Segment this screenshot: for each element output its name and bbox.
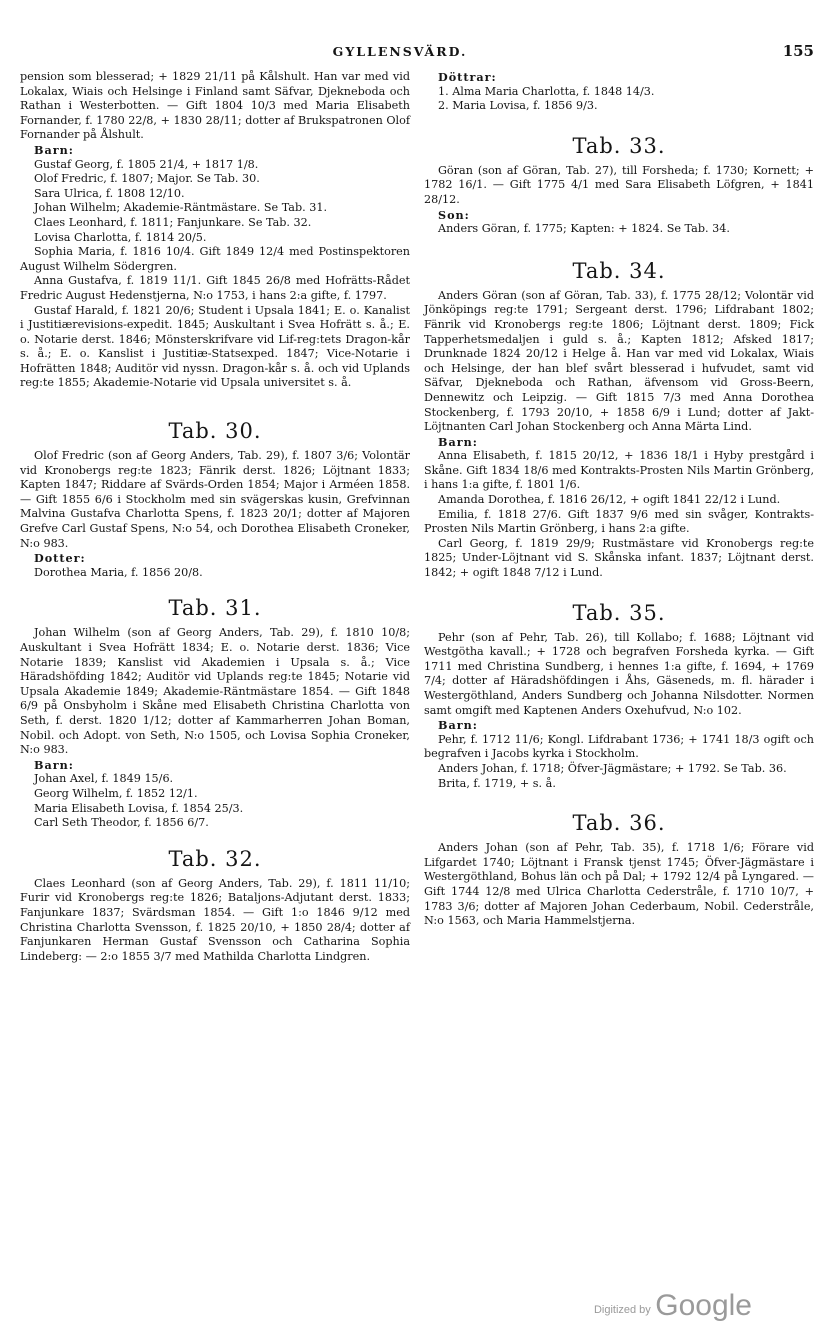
list-item: Georg Wilhelm, f. 1852 12/1. bbox=[34, 786, 198, 800]
section-heading-tab-34: Tab. 34. bbox=[572, 258, 666, 283]
children-label: Barn: bbox=[438, 718, 478, 733]
list-item: Carl Georg, f. 1819 29/9; Rustmästare vid Kronobergs reg:te 1825; Under-Löjtnant vid S. Skånska infant. 1837; Löjtnant derst. 1842; + ogift 1848 7/12 i Lund. bbox=[424, 536, 814, 580]
list-item: Anna Elisabeth, f. 1815 20/12, + 1836 18/1 i Hyby prestgård i Skåne. Gift 1834 18/6 med Kontrakts-Prosten Nils Martin Grönberg, i hans 1:a gifte, f. 1801 1/6. bbox=[424, 449, 814, 492]
list-item: Emilia, f. 1818 27/6. Gift 1837 9/6 med sin svåger, Kontrakts-Prosten Nils Martin Grönberg, i hans 2:a gifte. bbox=[424, 507, 814, 536]
google-logo: Google bbox=[655, 1289, 752, 1322]
section-heading-tab-32: Tab. 32. bbox=[168, 846, 262, 871]
list-item: Gustaf Harald, f. 1821 20/6; Student i Upsala 1841; E. o. Kanalist i Justitiærevisions-expedit. 1845; Auskultant i Svea Hofrätt s. å.; E. o. Notarie derst. 1846; Mönsterskrifvare vid Lif-reg:tets Dragon-kår s. å.; E. o. Kanslist i Justitiæ-Statsexped. 1847; Vice-Notarie i Hofrätten 1848; Auditör vid nyssn. Dragon-kår s. å. och vid Uplands reg:te 1855; Akademie-Notarie vid Upsala universitet s. å. bbox=[20, 303, 410, 390]
children-label: Son: bbox=[438, 207, 470, 222]
list-item: Sophia Maria, f. 1816 10/4. Gift 1849 12/4 med Postinspektoren August Wilhelm Södergren. bbox=[20, 245, 410, 273]
list-item: Amanda Dorothea, f. 1816 26/12, + ogift 1841 22/12 i Lund. bbox=[438, 493, 781, 507]
section-text: Anders Göran (son af Göran, Tab. 33), f. 1775 28/12; Volontär vid Jönköpings reg:te 1791; Sergeant derst. 1796; Lifdrabant 1802; Fänrik vid Kronobergs reg:te 1806; Löjtnant derst. 1809; Fick Tapperhetsmedaljen i guld s. å.; Kapten 1812; Afsked 1817; Drunknade 1824 20/12 i Helge å. Han var med vid Lokalax, Wiais och Helsinge, der han blef svårt blesserad i hufvudet, samt vid Säfvar, Djekneboda och Rathan, äfvensom vid Gross-Beern, Dennewitz och Leipzig. — Gift 1815 7/3 med Anna Dorothea Stockenberg, f. 1793 20/10, + 1858 6/9 i Lund; dotter af Jakt-Löjtnanten Carl Johan Stockenberg och Anna Märta Lind. bbox=[424, 288, 814, 434]
section-heading-tab-36: Tab. 36. bbox=[572, 811, 666, 836]
watermark-small-text: Digitized by bbox=[593, 1304, 651, 1316]
section-heading-tab-33: Tab. 33. bbox=[572, 133, 666, 158]
list-item: Claes Leonhard, f. 1811; Fanjunkare. Se Tab. 32. bbox=[34, 215, 312, 229]
list-item: 1. Alma Maria Charlotta, f. 1848 14/3. bbox=[438, 84, 655, 98]
section-text: Pehr (son af Pehr, Tab. 26), till Kollabo; f. 1688; Löjtnant vid Westgötha kavall.; + 1728 och begrafven Forsheda kyrka. — Gift 1711 med Christina Sundberg, i hennes 1:a gifte, f. 1694, + 1769 7/4; dotter af Häradshöfdingen i Åhs, Gäseneds, m. fl. härader i Westergöthland, Anders Sundberg och Johanna Nilsdotter. Normen samt omgift med Kaptenen Anders Oxehufvud, N:o 102. bbox=[424, 630, 814, 717]
children-label: Barn: bbox=[438, 434, 478, 449]
list-item: Lovisa Charlotta, f. 1814 20/5. bbox=[34, 230, 207, 244]
running-title: GYLLENSVÄRD. bbox=[332, 44, 468, 59]
section-heading-tab-31: Tab. 31. bbox=[168, 596, 262, 621]
list-item: Anders Göran, f. 1775; Kapten: + 1824. Se Tab. 34. bbox=[438, 222, 730, 236]
children-label: Döttrar: bbox=[438, 70, 497, 84]
list-item: Anna Gustafva, f. 1819 11/1. Gift 1845 26/8 med Hofrätts-Rådet Fredric August Hedenstjerna, N:o 1753, i hans 2:a gifte, f. 1797. bbox=[20, 274, 410, 302]
digitized-watermark bbox=[594, 1289, 752, 1323]
list-item: 2. Maria Lovisa, f. 1856 9/3. bbox=[438, 99, 598, 113]
list-item: Gustaf Georg, f. 1805 21/4, + 1817 1/8. bbox=[34, 157, 259, 171]
list-item: Pehr, f. 1712 11/6; Kongl. Lifdrabant 1736; + 1741 18/3 ogift och begrafven i Jacobs kyrka i Stockholm. bbox=[424, 732, 814, 761]
page-number: 155 bbox=[782, 42, 814, 60]
list-item: Johan Wilhelm; Akademie-Räntmästare. Se Tab. 31. bbox=[34, 201, 328, 215]
list-item: Olof Fredric, f. 1807; Major. Se Tab. 30. bbox=[34, 172, 260, 186]
children-label: Barn: bbox=[34, 757, 74, 772]
section-text: Olof Fredric (son af Georg Anders, Tab. 29), f. 1807 3/6; Volontär vid Kronobergs reg:te 1823; Fänrik derst. 1826; Löjtnant 1833; Kapten 1847; Riddare af Svärds-Orden 1854; Major i Arméen 1858. — Gift 1855 6/6 i Stockholm med sin svägerskas kusin, Grefvinnan Malvina Gustafva Charlotta Spens, f. 1823 20/1; dotter af Majoren Grefve Carl Gustaf Spens, N:o 54, och Dorothea Elisabeth Croneker, N:o 983. bbox=[20, 449, 410, 550]
list-item: Anders Johan, f. 1718; Öfver-Jägmästare; + 1792. Se Tab. 36. bbox=[438, 761, 787, 775]
right-column bbox=[424, 70, 814, 929]
section-heading-tab-35: Tab. 35. bbox=[572, 600, 666, 625]
list-item: Dorothea Maria, f. 1856 20/8. bbox=[34, 565, 203, 579]
section-text: Claes Leonhard (son af Georg Anders, Tab. 29), f. 1811 11/10; Furir vid Kronobergs reg:te 1826; Bataljons-Adjutant derst. 1833; Fanjunkare 1837; Svärdsman 1854. — Gift 1:o 1846 9/12 med Christina Charlotta Svensson, f. 1825 20/10, + 1850 28/4; dotter af Fanjunkaren Herman Gustaf Svensson och Catharina Sophia Lindeberg: — 2:o 1855 3/7 med Mathilda Charlotta Lindgren. bbox=[20, 876, 410, 963]
children-label: Barn: bbox=[34, 142, 74, 157]
paragraph: pension som blesserad; + 1829 21/11 på Kålshult. Han var med vid Lokalax, Wiais och Helsinge i Finland samt Säfvar, Djekneboda och Rathan i Westerbotten. — Gift 1804 10/3 med Maria Elisabeth Fornander, f. 1780 22/8, + 1830 28/11; dotter af Brukspatronen Olof Fornander på Ålshult. bbox=[20, 70, 410, 142]
left-column bbox=[20, 70, 410, 964]
section-heading-tab-30: Tab. 30. bbox=[168, 419, 262, 444]
list-item: Carl Seth Theodor, f. 1856 6/7. bbox=[34, 816, 209, 830]
section-text: Göran (son af Göran, Tab. 27), till Forsheda; f. 1730; Kornett; + 1782 16/1. — Gift 1775 4/1 med Sara Elisabeth Löfgren, + 1841 28/12. bbox=[424, 163, 814, 206]
list-item: Maria Elisabeth Lovisa, f. 1854 25/3. bbox=[34, 801, 244, 815]
children-label: Dotter: bbox=[34, 551, 86, 566]
section-text: Anders Johan (son af Pehr, Tab. 35), f. 1718 1/6; Förare vid Lifgardet 1740; Löjtnant i Fransk tjenst 1745; Öfver-Jägmästare i Westergöthland, Bohus län och på Dal; + 1792 12/4 på Lyngared. — Gift 1744 12/8 med Ulrica Charlotta Cederstråle, f. 1710 10/7, + 1783 3/6; dotter af Majoren Johan Cederbaum, Nobil. Cederstråle, N:o 1563, och Maria Hammelstjerna. bbox=[424, 841, 814, 928]
section-text: Johan Wilhelm (son af Georg Anders, Tab. 29), f. 1810 10/8; Auskultant i Svea Hofrätt 1834; E. o. Notarie derst. 1836; Vice Notarie 1839; Kanslist vid Akademien i Upsala s. å.; Vice Häradshöfding 1842; Auditör vid Uplands reg:te 1845; Notarie vid Upsala Akademie 1849; Akademie-Räntmästare 1854. — Gift 1848 6/9 på Onsbyholm i Skåne med Elisabeth Christina Charlotta von Seth, f. derst. 1820 1/12; dotter af Kammarherren Johan Boman, Nobil. och Adopt. von Seth, N:o 1505, och Lovisa Sophia Croneker, N:o 983. bbox=[20, 626, 410, 757]
list-item: Sara Ulrica, f. 1808 12/10. bbox=[34, 186, 185, 200]
list-item: Johan Axel, f. 1849 15/6. bbox=[34, 772, 174, 786]
list-item: Brita, f. 1719, + s. å. bbox=[438, 776, 556, 790]
